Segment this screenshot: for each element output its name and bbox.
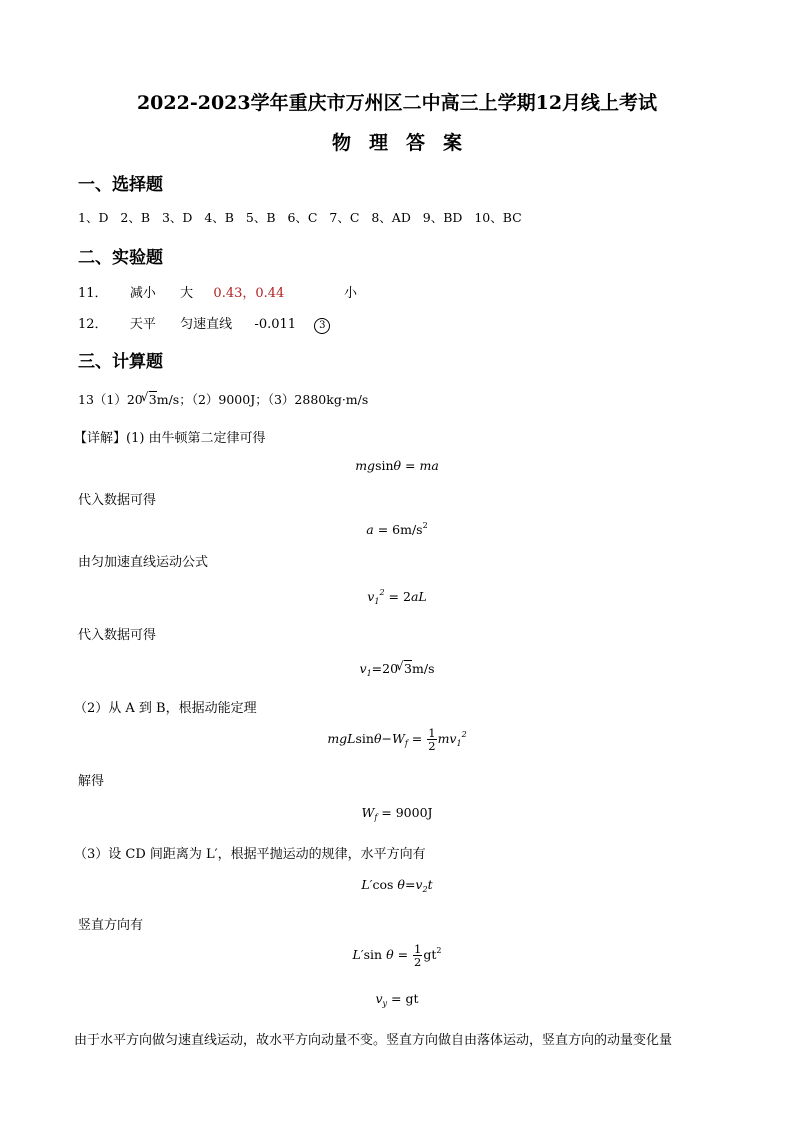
text-substitute-1: 代入数据可得 bbox=[78, 493, 157, 508]
text-substitute-2: 代入数据可得 bbox=[78, 628, 157, 643]
page-subtitle: 物理答案 bbox=[331, 132, 480, 154]
equation-acceleration: $a = 6m/s^2$ bbox=[366, 521, 428, 537]
section-heading-calc: 三、计算题 bbox=[78, 352, 163, 372]
q13-answer-prefix: 13（1）20 bbox=[78, 392, 143, 407]
equation-horizontal: L′cos $\theta=v_2t$ bbox=[361, 877, 433, 894]
text-part3: （3）设 CD 间距离为 L′，根据平抛运动的规律，水平方向有 bbox=[74, 847, 426, 862]
q12-number: 12． bbox=[78, 317, 108, 332]
text-conclusion: 由于水平方向做匀速直线运动，故水平方向动量不变。竖直方向做自由落体运动，竖直方向的动量变化量 bbox=[74, 1033, 673, 1048]
section-heading-experiment: 二、实验题 bbox=[78, 248, 163, 268]
text-uniform-accel: 由匀加速直线运动公式 bbox=[78, 555, 209, 570]
q13-answers bbox=[78, 390, 368, 408]
q12-answer-1: 天平 bbox=[129, 317, 156, 332]
text-part2: （2）从 A 到 B，根据动能定理 bbox=[74, 701, 257, 716]
q12-answer-4: 3 bbox=[314, 318, 330, 334]
q11-answer-2: 大 bbox=[180, 286, 194, 301]
q11-answer-4: 小 bbox=[344, 286, 358, 301]
equation-work-energy: $mgLsin\theta-W_f$ = $\frac{1}{2}$ $mv_1^2$ bbox=[327, 726, 467, 753]
page-title: 2022-2023学年重庆市万州区二中高三上学期12月线上考试 bbox=[136, 92, 658, 114]
mc-answers: 1、D 2、B 3、D 4、B 5、B 6、C 7、C 8、AD 9、BD 10、BC bbox=[78, 210, 522, 225]
equation-vertical-displacement: L′sin θ = $\frac{1}{2}$ $gt^2$ bbox=[352, 942, 442, 969]
section-heading-choice: 一、选择题 bbox=[78, 175, 163, 195]
detail-label: 【详解】(1) 由牛顿第二定律可得 bbox=[74, 431, 266, 446]
q12-row bbox=[78, 313, 330, 334]
q11-row bbox=[78, 282, 284, 301]
q13-answer-rest: m/s；（2）9000J；（3）2880kg·m/s bbox=[156, 392, 369, 407]
equation-friction-work: $W_f = 9000J$ bbox=[361, 805, 433, 822]
equation-newton: mgsinθ = ma bbox=[355, 458, 439, 473]
equation-velocity: $v_1=20√$ 3m/s bbox=[0, 660, 794, 678]
text-solve: 解得 bbox=[78, 774, 105, 789]
equation-kinematics: $v_1^2 = 2aL$ bbox=[367, 588, 427, 606]
q11-answer-3: 0.43，0.44 bbox=[213, 286, 285, 301]
q12-answer-3: -0.011 bbox=[254, 317, 297, 332]
q12-answer-2: 匀速直线 bbox=[180, 317, 233, 332]
q11-number: 11． bbox=[78, 286, 108, 301]
equation-vertical-velocity: $v_y$ = gt bbox=[375, 991, 419, 1008]
q11-answer-1: 减小 bbox=[129, 286, 156, 301]
sqrt-symbol: √ 3 bbox=[149, 391, 157, 407]
text-vertical: 竖直方向有 bbox=[78, 918, 144, 933]
